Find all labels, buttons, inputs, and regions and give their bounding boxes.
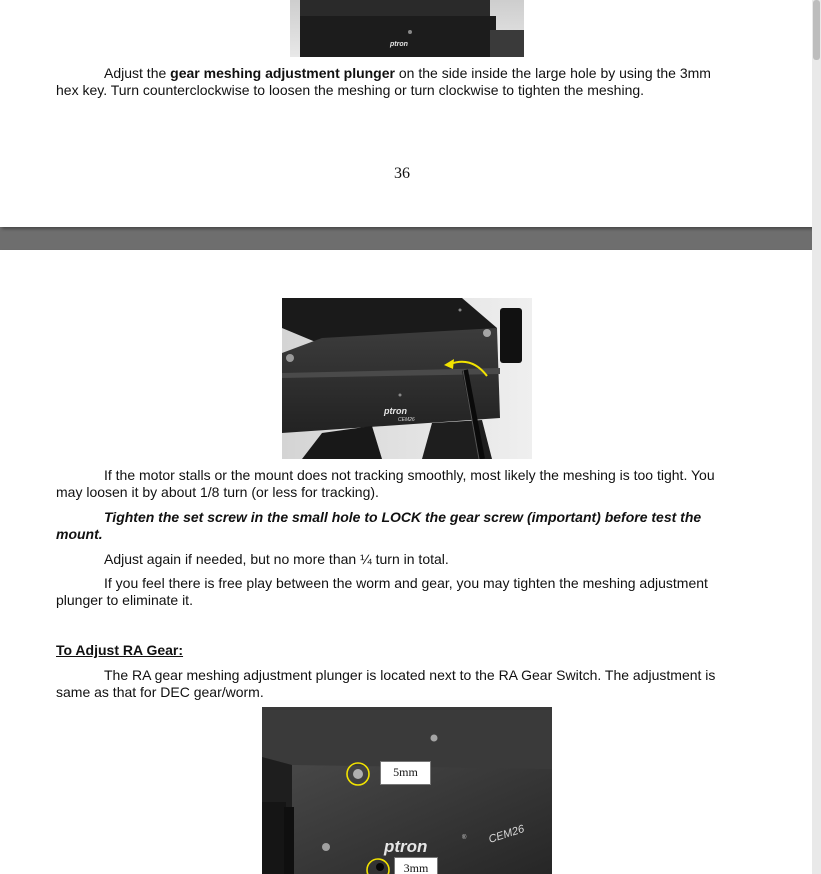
para-prefix: Adjust the <box>104 65 171 81</box>
ra-line2: same as that for DEC gear/worm. <box>56 684 264 700</box>
free-play-paragraph <box>56 575 758 609</box>
ra-gear-photo <box>262 707 552 874</box>
dec-screw-photo <box>282 298 532 459</box>
para-line2: hex key. Turn counterclockwise to loosen the meshing or turn clockwise to tighten the meshing. <box>56 82 645 98</box>
plunger-instruction-paragraph <box>56 65 758 99</box>
tighten-line2: mount. <box>56 526 103 542</box>
tighten-line1: Tighten the set screw in the small hole to LOCK the gear screw (important) before test the <box>104 509 702 525</box>
stall-line2: may loosen it by about 1/8 turn (or less for tracking). <box>56 484 379 500</box>
callout-5mm: 5mm <box>380 761 431 785</box>
mount-photo-top <box>290 0 524 57</box>
ra-line1: The RA gear meshing adjustment plunger is located next to the RA Gear Switch. The adjustment is <box>104 667 716 683</box>
scrollbar-thumb[interactable] <box>813 0 820 60</box>
photo-brand-label: ptron <box>390 41 408 48</box>
ra-gear-paragraph <box>56 667 758 701</box>
para-line1-rest: on the side inside the large hole by using the 3mm <box>394 65 711 81</box>
ra-gear-heading: To Adjust RA Gear: <box>56 642 184 658</box>
photo2-registered: ® <box>462 835 467 841</box>
adjust-again-paragraph <box>56 551 758 568</box>
adjust-again-text: Adjust again if needed, but no more than ¼ turn in total. <box>104 551 449 567</box>
stall-line1: If the motor stalls or the mount does not tracking smoothly, most likely the meshing is too tight. You <box>104 467 715 483</box>
para-bold-term: gear meshing adjustment plunger <box>170 65 395 81</box>
photo1-model: CEM26 <box>398 417 415 423</box>
motor-stall-paragraph <box>56 467 758 501</box>
set-screw-warning-paragraph <box>56 509 758 543</box>
page-number: 36 <box>394 165 410 182</box>
free-play-line1: If you feel there is free play between the worm and gear, you may tighten the meshing adjustment <box>104 575 708 591</box>
photo2-brand: ptron <box>384 837 428 856</box>
photo2-model: CEM26 <box>487 823 526 846</box>
vertical-scrollbar[interactable] <box>812 0 821 874</box>
document-page-37 <box>0 250 812 874</box>
callout-3mm: 3mm <box>394 857 438 874</box>
document-page-36 <box>0 0 812 227</box>
free-play-line2: plunger to eliminate it. <box>56 592 193 608</box>
photo1-brand: ptron <box>384 406 407 416</box>
